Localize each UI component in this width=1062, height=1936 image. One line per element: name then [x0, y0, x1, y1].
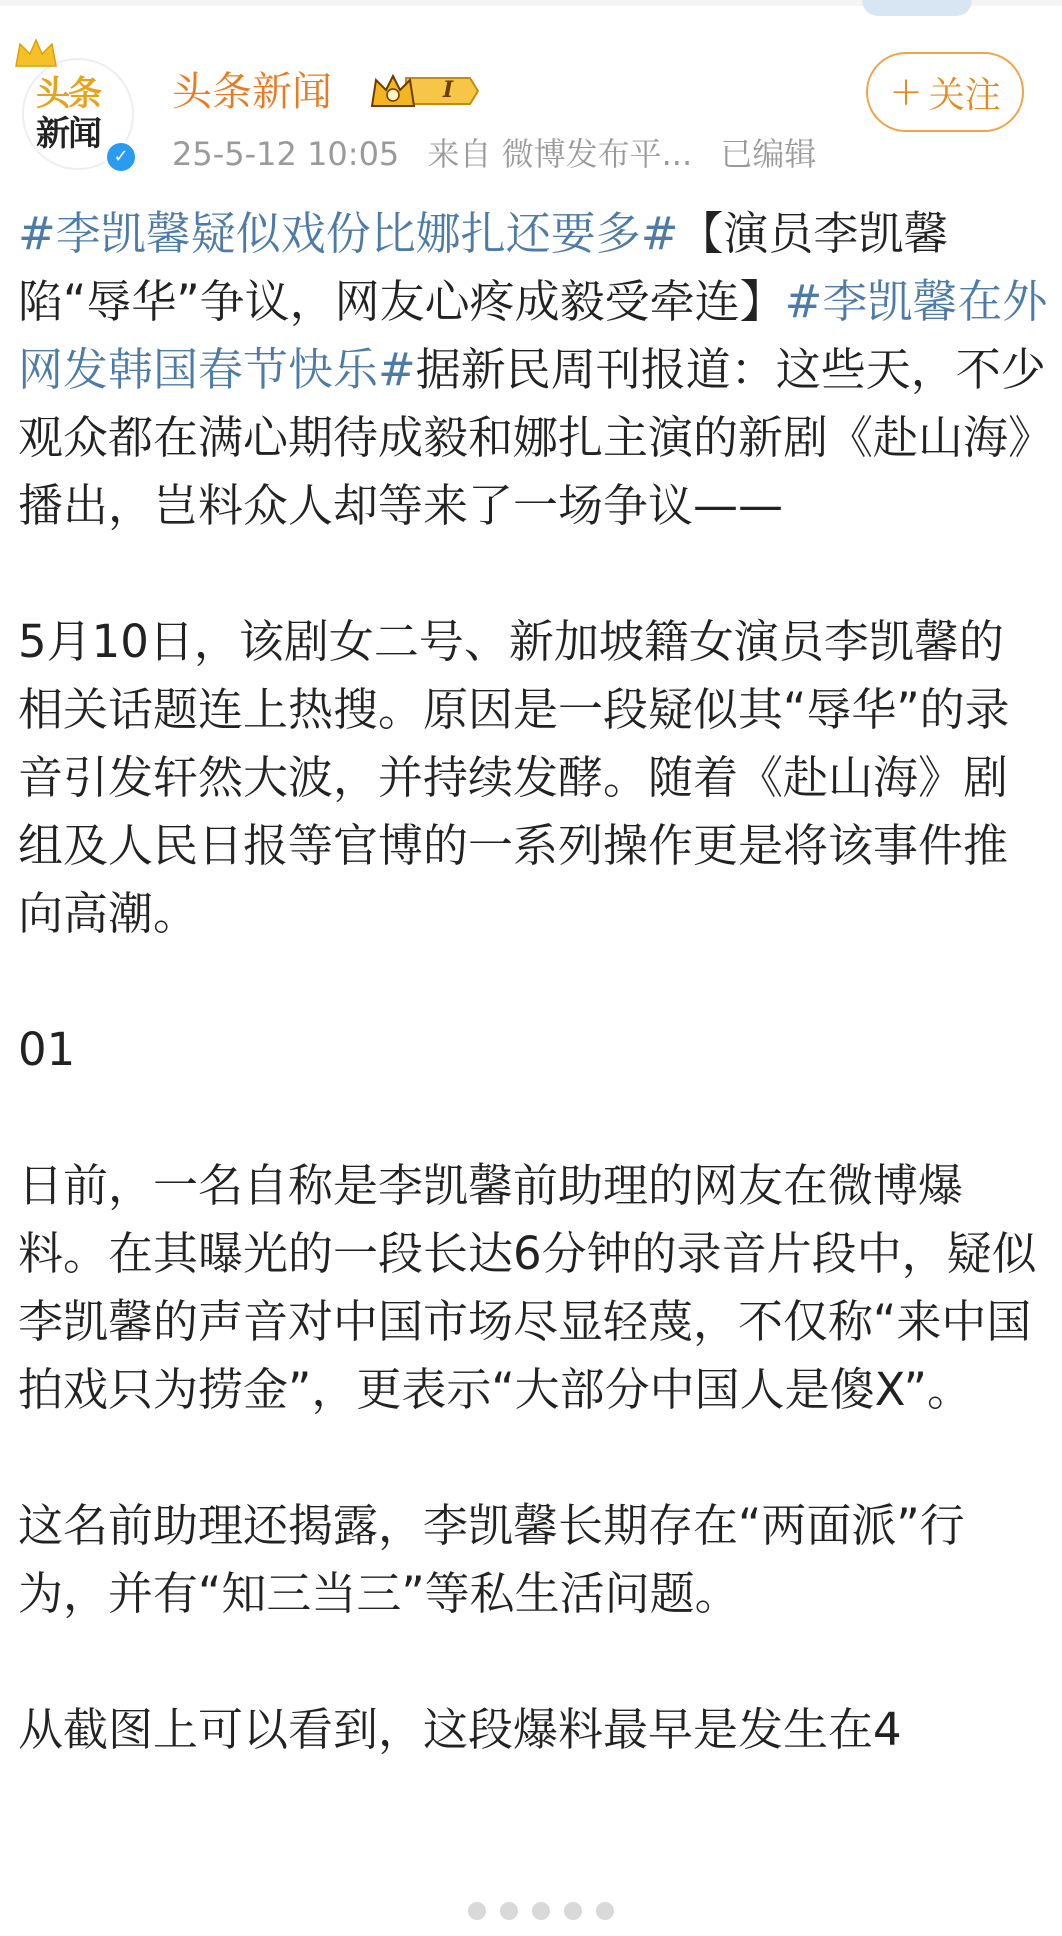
post-paragraph: 5月10日，该剧女二号、新加坡籍女演员李凯馨的相关话题连上热搜。原因是一段疑似其“辱华”的录音引发轩然大波，并持续发酵。随着《赴山海》剧组及人民日报等官博的一系列操作更是将该事件推向高潮。 [18, 615, 1010, 940]
post-paragraph [18, 200, 1048, 540]
post-text: 据新民周刊报道：这些天，不少观众都在满心期待成毅和娜扎主演的新剧《赴山海》播出，岂料众人却等来了一场争议—— [18, 343, 1046, 532]
avatar-logo-text: 头条 新闻 [36, 74, 100, 154]
post-paragraph: 这名前助理还揭露，李凯馨长期存在“两面派”行为，并有“知三当三”等私生活问题。 [18, 1499, 965, 1620]
post-paragraph: 日前，一名自称是李凯馨前助理的网友在微博爆料。在其曝光的一段长达6分钟的录音片段中，疑似李凯馨的声音对中国市场尽显轻蔑，不仅称“来中国拍戏只为捞金”，更表示“大部分中国人是傻X”。 [18, 1159, 1037, 1416]
post-source[interactable]: 来自 微博发布平... [427, 135, 693, 173]
hashtag-link[interactable]: #李凯馨疑似戏份比娜扎还要多# [18, 207, 679, 260]
post-paragraph: 从截图上可以看到，这段爆料最早是发生在4 [18, 1703, 902, 1756]
crown-icon [14, 38, 58, 68]
verified-badge-icon: ✓ [104, 140, 138, 174]
post-edited-label[interactable]: 已编辑 [720, 135, 817, 173]
post-header [0, 6, 1062, 173]
post-body [18, 200, 1048, 1832]
plus-icon: + [889, 69, 923, 115]
vip-badge[interactable] [366, 68, 480, 114]
post-text: 【演员李凯馨陷“辱华”争议，网友心疼成毅受牵连】 [18, 207, 949, 328]
post-timestamp: 25-5-12 10:05 [172, 135, 400, 173]
follow-button[interactable] [866, 52, 1024, 132]
post-meta [172, 134, 834, 174]
follow-button-label: 关注 [928, 74, 1001, 116]
section-number: 01 [18, 1023, 76, 1076]
loading-dots-icon [468, 1902, 628, 1926]
hashtag-link[interactable]: #李凯馨在外网发韩国春节快乐# [18, 275, 1048, 396]
author-name[interactable]: 头条新闻 [172, 69, 332, 115]
vip-level: I [442, 77, 454, 103]
